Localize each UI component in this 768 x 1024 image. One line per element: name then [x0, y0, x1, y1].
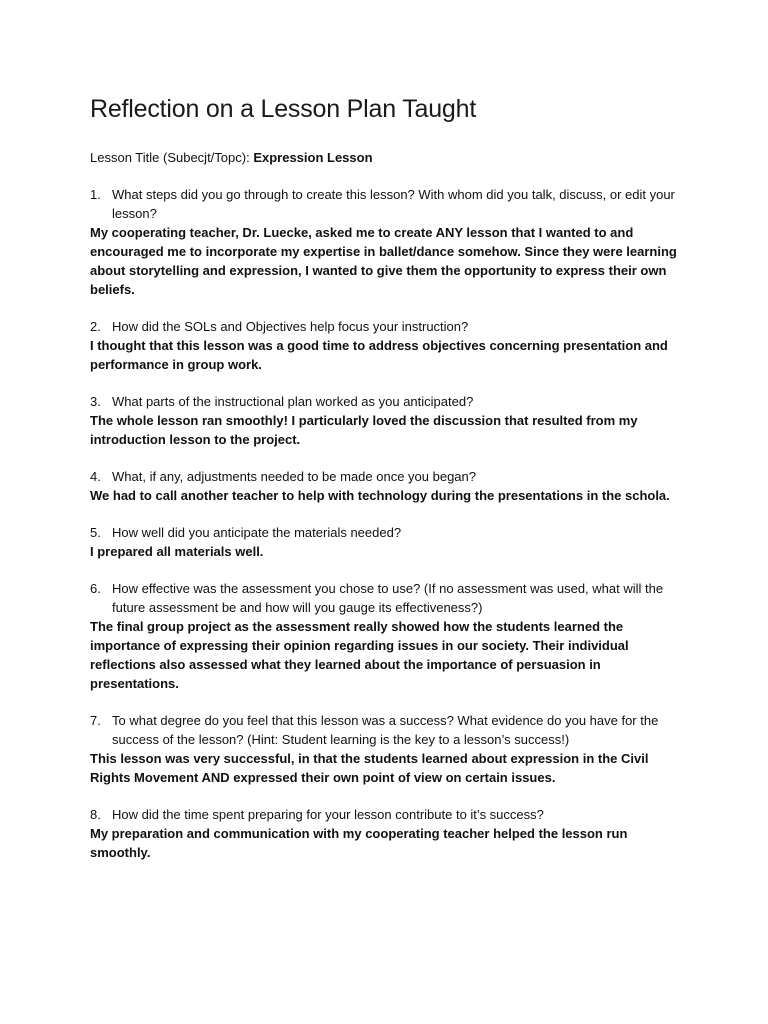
lesson-title-label: Lesson Title (Subecjt/Topc):	[90, 150, 254, 165]
answer-text: The whole lesson ran smoothly! I particularly loved the discussion that resulted from my introduction lesson to the project.	[90, 413, 638, 447]
question-number: 3.	[90, 394, 101, 409]
question-number: 7.	[90, 713, 101, 728]
question-item-5	[90, 523, 690, 561]
document-page	[90, 92, 690, 880]
answer-text: My cooperating teacher, Dr. Luecke, asked me to create ANY lesson that I wanted to and encouraged me to incorporate my expertise in ballet/dance somehow. Since they were learning about storytelling and expression, I wanted to give them the opportunity to express their own beliefs.	[90, 225, 677, 297]
question-item-4	[90, 467, 690, 505]
question-item-2	[90, 317, 690, 374]
question	[90, 711, 690, 749]
question-number: 4.	[90, 469, 101, 484]
question-text: What steps did you go through to create this lesson? With whom did you talk, discuss, or edit your lesson?	[112, 187, 675, 221]
question-text: What parts of the instructional plan worked as you anticipated?	[112, 394, 474, 409]
question-text: How did the time spent preparing for your lesson contribute to it’s success?	[112, 807, 544, 822]
question-item-6	[90, 579, 690, 693]
answer-text: The final group project as the assessment really showed how the students learned the importance of expressing their opinion regarding issues in our society. Their individual reflections also assessed what they learned about the importance of persuasion in presentations.	[90, 619, 629, 691]
question-text: How well did you anticipate the materials needed?	[112, 525, 402, 540]
question	[90, 467, 690, 486]
question	[90, 805, 690, 824]
question-number: 2.	[90, 319, 101, 334]
lesson-title-line	[90, 148, 690, 167]
answer-text: This lesson was very successful, in that the students learned about expression in the Civil Rights Movement AND expressed their own point of view on certain issues.	[90, 751, 649, 785]
question-number: 8.	[90, 807, 101, 822]
answer-text: I prepared all materials well.	[90, 544, 264, 559]
question	[90, 392, 690, 411]
question-text: How effective was the assessment you chose to use? (If no assessment was used, what will the future assessment be and how will you gauge its effectiveness?)	[112, 581, 664, 615]
lesson-title-value: Expression Lesson	[253, 150, 373, 165]
question-text: To what degree do you feel that this lesson was a success? What evidence do you have for the success of the lesson? (Hint: Student learning is the key to a lesson’s success!)	[112, 713, 659, 747]
answer-text: My preparation and communication with my cooperating teacher helped the lesson run smoothly.	[90, 826, 628, 860]
question	[90, 317, 690, 336]
document-title: Reflection on a Lesson Plan Taught	[90, 95, 477, 123]
question-item-8	[90, 805, 690, 862]
question-text: What, if any, adjustments needed to be made once you began?	[112, 469, 476, 484]
answer-text: I thought that this lesson was a good time to address objectives concerning presentation and performance in group work.	[90, 338, 668, 372]
question-number: 5.	[90, 525, 101, 540]
question	[90, 185, 690, 223]
question	[90, 523, 690, 542]
question-item-1	[90, 185, 690, 299]
question-number: 1.	[90, 187, 101, 202]
answer-text: We had to call another teacher to help with technology during the presentations in the schola.	[90, 488, 670, 503]
question-item-3	[90, 392, 690, 449]
question-number: 6.	[90, 581, 101, 596]
question-text: How did the SOLs and Objectives help focus your instruction?	[112, 319, 469, 334]
question-item-7	[90, 711, 690, 787]
question	[90, 579, 690, 617]
